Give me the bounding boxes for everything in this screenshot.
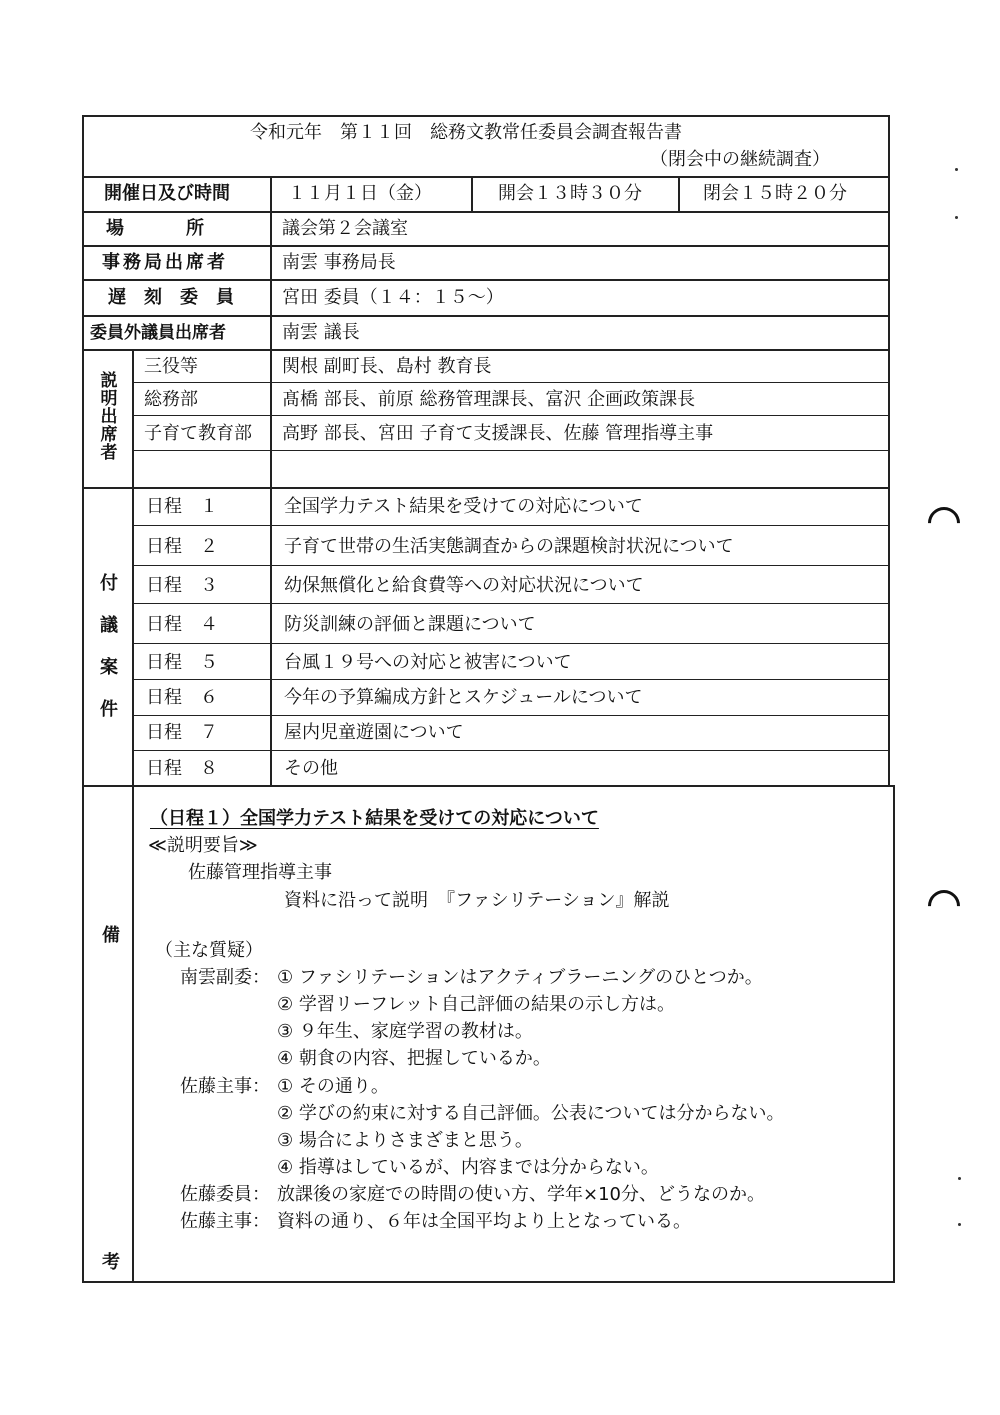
qa-text: ④ 朝食の内容、把握しているか。: [277, 1048, 551, 1069]
agenda-no: 日程 １: [146, 496, 218, 517]
agenda-title: 幼保無償化と給食費等への対応状況について: [284, 575, 644, 596]
secretariat-label: 事務局出席者: [102, 252, 228, 273]
non-member-label: 委員外議員出席者: [90, 323, 226, 343]
qa-speaker: 南雲副委：: [180, 967, 270, 988]
agenda-no: 日程 ３: [146, 575, 218, 596]
agenda-no: 日程 ５: [146, 652, 218, 673]
explainer-dept: 子育て教育部: [144, 423, 252, 444]
explainer-names: 髙橋 部長、前原 総務管理課長、富沢 企画政策課長: [282, 389, 696, 410]
meeting-date: １１月１日（金）: [288, 183, 432, 204]
qa-text: ① その通り。: [277, 1076, 389, 1097]
agenda-title: 防災訓練の評価と課題について: [284, 614, 536, 635]
place-label: 場 所: [106, 218, 206, 239]
late-label: 遅 刻 委 員: [108, 287, 234, 308]
report-title: 令和元年 第１１回 総務文教常任委員会調査報告書: [250, 122, 682, 143]
place-value: 議会第２会議室: [282, 218, 408, 239]
qa-text: ② 学びの約束に対する自己評価。公表については分からない。: [277, 1103, 785, 1124]
summary-label: ≪説明要旨≫: [148, 835, 258, 856]
date-label: 開催日及び時間: [104, 183, 230, 204]
non-member-value: 南雲 議長: [282, 322, 360, 343]
remarks-label-top: 備: [102, 925, 120, 946]
agenda-title: その他: [284, 758, 338, 779]
report-subtitle: （閉会中の継続調査）: [650, 149, 830, 170]
qa-speaker: 佐藤委員：: [180, 1184, 270, 1205]
agenda-title: 子育て世帯の生活実態調査からの課題検討状況について: [284, 536, 734, 557]
qa-text: 資料の通り、６年は全国平均より上となっている。: [277, 1211, 691, 1232]
qa-text: ① ファシリテーションはアクティブラーニングのひとつか。: [277, 967, 763, 988]
qa-speaker: 佐藤主事：: [180, 1076, 270, 1097]
scan-speck: [958, 1177, 961, 1180]
agenda-title: 全国学力テスト結果を受けての対応について: [284, 496, 643, 517]
explainer-names: 関根 副町長、島村 教育長: [282, 356, 492, 377]
qa-text: ③ ９年生、家庭学習の教材は。: [277, 1021, 533, 1042]
agenda-title: 今年の予算編成方針とスケジュールについて: [284, 687, 643, 708]
qa-speaker: 佐藤主事：: [180, 1211, 270, 1232]
remarks-label-bottom: 考: [102, 1252, 120, 1273]
qa-text: ② 学習リーフレット自己評価の結果の示し方は。: [277, 994, 676, 1015]
qa-text: ③ 場合によりさまざまと思う。: [277, 1130, 533, 1151]
explainer-dept: 総務部: [144, 389, 198, 410]
scan-speck: [955, 216, 958, 219]
qa-label: （主な質疑）: [155, 940, 263, 961]
close-time: 閉会１５時２０分: [703, 183, 847, 204]
agenda-no: 日程 ８: [146, 758, 218, 779]
agenda-no: 日程 ７: [146, 722, 218, 743]
explainer-names: 高野 部長、宮田 子育て支援課長、佐藤 管理指導主事: [282, 423, 714, 444]
agenda-no: 日程 ４: [146, 614, 218, 635]
punch-hole-mark: [921, 883, 966, 928]
explainers-label: 説明出席者: [100, 371, 118, 463]
speaker-name: 佐藤管理指導主事: [188, 862, 332, 883]
agenda-title: 屋内児童遊園について: [284, 722, 464, 743]
agenda-no: 日程 ６: [146, 687, 218, 708]
late-value: 宮田 委員（１４：１５～）: [282, 287, 504, 308]
remarks-heading: （日程１）全国学力テスト結果を受けての対応について: [150, 808, 599, 829]
agenda-label: 付議案件: [100, 573, 118, 720]
qa-text: ④ 指導はしているが、内容までは分からない。: [277, 1157, 659, 1178]
agenda-title: 台風１９号への対応と被害について: [284, 652, 572, 673]
secretariat-value: 南雲 事務局長: [282, 252, 396, 273]
punch-hole-mark: [921, 500, 966, 545]
agenda-no: 日程 ２: [146, 536, 218, 557]
qa-text: 放課後の家庭での時間の使い方、学年×10分、どうなのか。: [277, 1184, 765, 1205]
explainer-dept: 三役等: [144, 356, 198, 377]
scan-speck: [955, 168, 958, 171]
open-time: 開会１３時３０分: [498, 183, 642, 204]
explanation-text: 資料に沿って説明 『ファシリテーション』解説: [284, 890, 670, 911]
scan-speck: [958, 1223, 961, 1226]
